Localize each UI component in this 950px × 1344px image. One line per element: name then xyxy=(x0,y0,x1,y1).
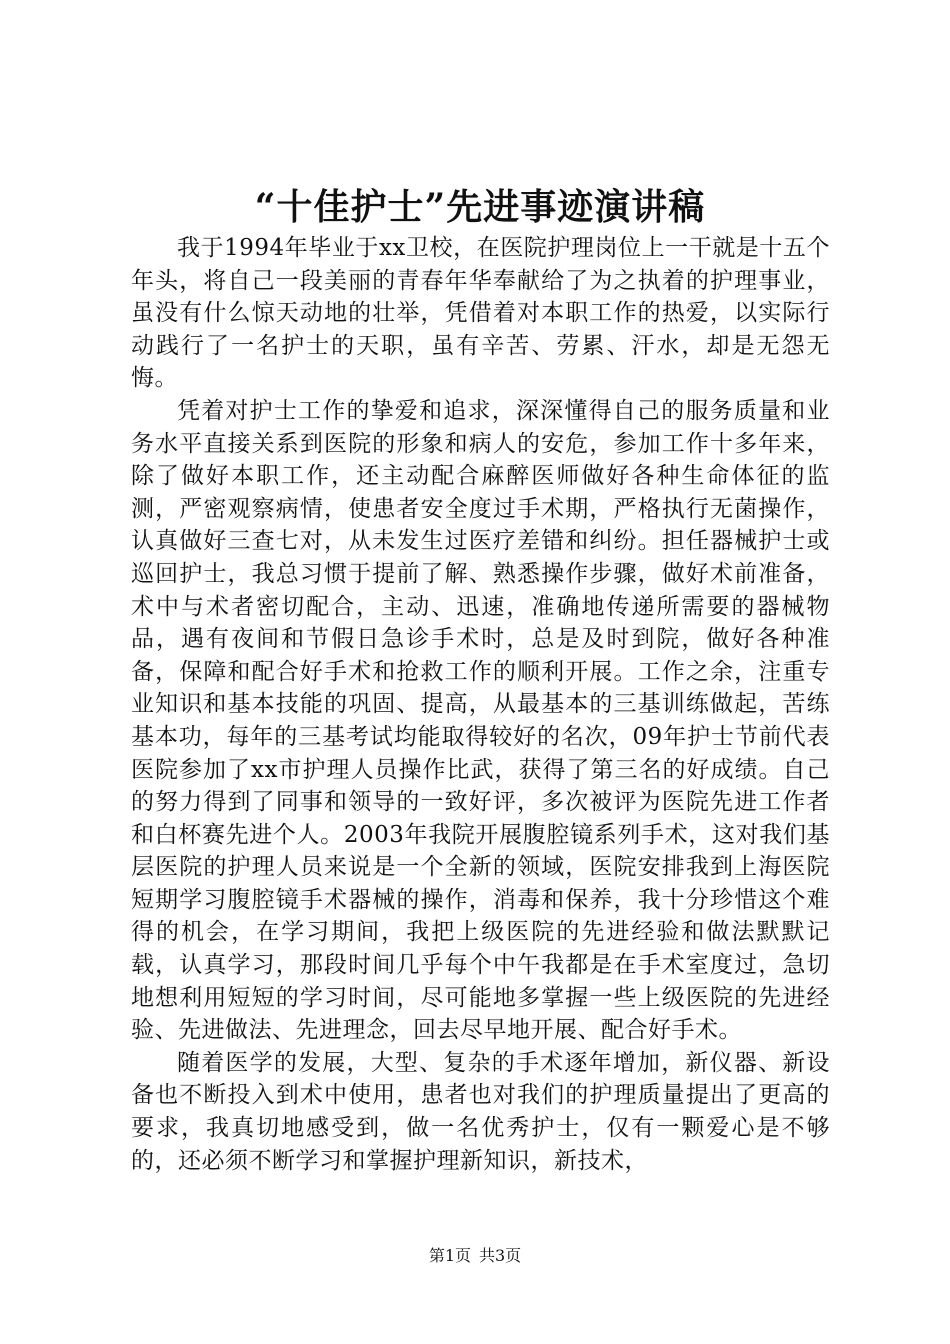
page-footer xyxy=(0,1244,950,1268)
paragraph: 凭着对护士工作的挚爱和追求，深深懂得自己的服务质量和业务水平直接关系到医院的形象和病人的安危，参加工作十多年来，除了做好本职工作，还主动配合麻醉医师做好各种生命体征的监测，严密观察病情，使患者安全度过手术期，严格执行无菌操作，认真做好三查七对，从未发生过医疗差错和纠纷。担任器械护士或巡回护士，我总习惯于提前了解、熟悉操作步骤，做好术前准备，术中与术者密切配合，主动、迅速，准确地传递所需要的器械物品，遇有夜间和节假日急诊手术时，总是及时到院，做好各种准备，保障和配合好手术和抢救工作的顺利开展。工作之余，注重专业知识和基本技能的巩固、提高，从最基本的三基训练做起，苦练基本功，每年的三基考试均能取得较好的名次，09年护士节前代表医院参加了xx市护理人员操作比武，获得了第三名的好成绩。自己的努力得到了同事和领导的一致好评，多次被评为医院先进工作者和白杯赛先进个人。2003年我院开展腹腔镜系列手术，这对我们基层医院的护理人员来说是一个全新的领域，医院安排我到上海医院短期学习腹腔镜手术器械的操作，消毒和保养，我十分珍惜这个难得的机会，在学习期间，我把上级医院的先进经验和做法默默记载，认真学习，那段时间几乎每个中午我都是在手术室度过，急切地想利用短短的学习时间，尽可能地多掌握一些上级医院的先进经验、先进做法、先进理念，回去尽早地开展、配合好手术。 xyxy=(131,397,830,1044)
paragraph: 随着医学的发展，大型、复杂的手术逐年增加，新仪器、新设备也不断投入到术中使用，患者也对我们的护理质量提出了更高的要求，我真切地感受到，做一名优秀护士，仅有一颗爱心是不够的，还必须不断学习和掌握护理新知识，新技术， xyxy=(131,1049,830,1174)
document-title: “十佳护士”先进事迹演讲稿 xyxy=(254,186,706,228)
document-body xyxy=(131,232,830,1177)
page-total: 共3页 xyxy=(479,1246,522,1265)
page-number: 第1页 xyxy=(428,1246,471,1265)
paragraph: 我于1994年毕业于xx卫校，在医院护理岗位上一干就是十五个年头，将自己一段美丽的青春年华奉献给了为之执着的护理事业，虽没有什么惊天动地的壮举，凭借着对本职工作的热爱，以实际行动践行了一名护士的天职，虽有辛苦、劳累、汗水，却是无怨无悔。 xyxy=(131,235,830,392)
